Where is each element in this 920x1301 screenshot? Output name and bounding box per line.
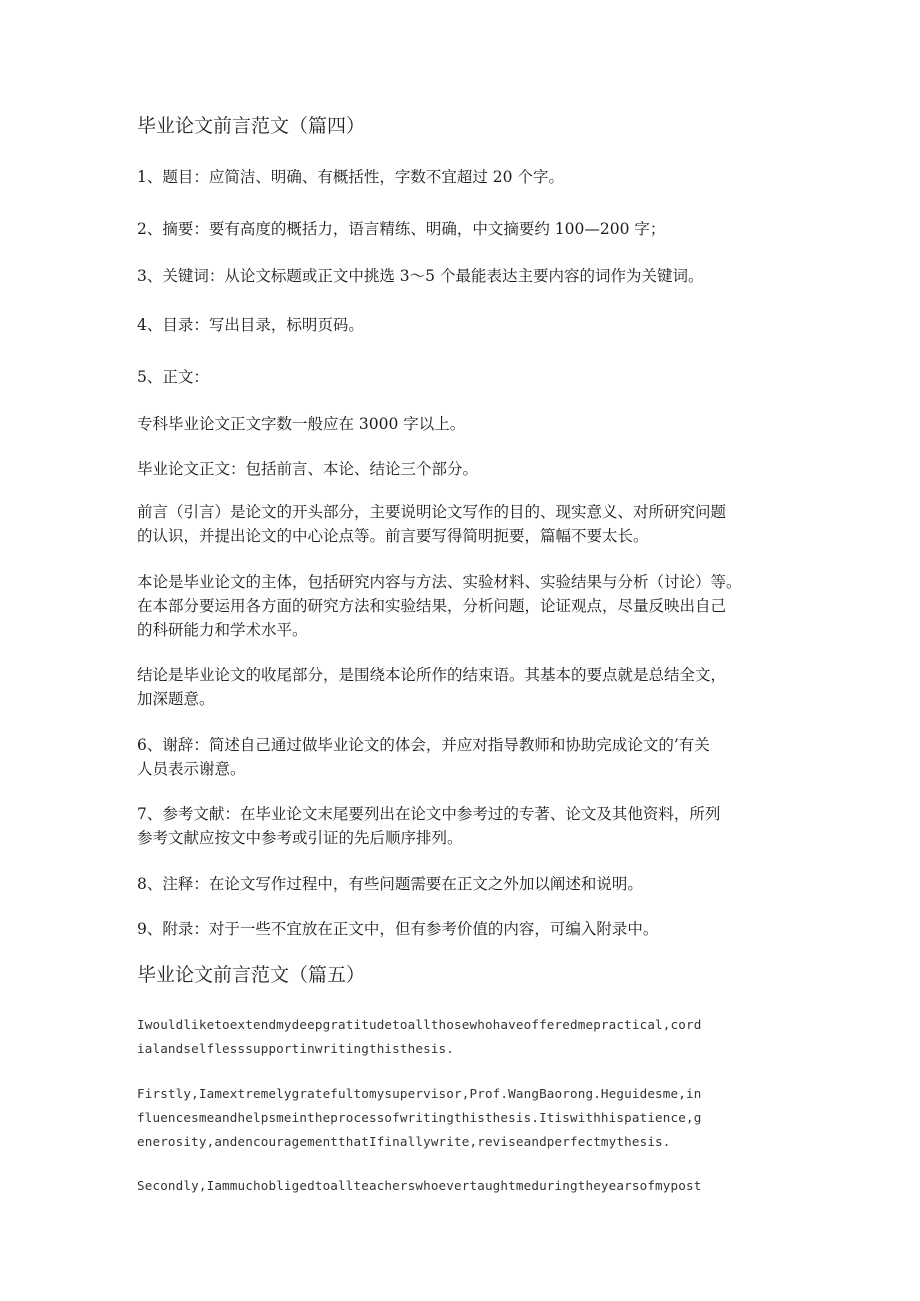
- paragraph-line: 的认识，并提出论文的中心论点等。前言要写得简明扼要，篇幅不要太长。: [137, 527, 649, 545]
- paragraph-line: Secondly,Iammuchobligedtoallteacherswhoevertaughtmeduringtheyearsofmypost: [137, 1178, 702, 1193]
- paragraph-line: 在本部分要运用各方面的研究方法和实验结果，分析问题，论证观点，尽量反映出自己: [137, 597, 727, 615]
- section-4-title: 毕业论文前言范文（篇四）: [137, 115, 366, 137]
- paragraph-line: Iwouldliketoextendmydeepgratitudetoallthosewhohaveofferedmepractical,cord: [137, 1017, 702, 1032]
- paragraph-line: 的科研能力和学术水平。: [137, 621, 308, 639]
- item-1-title-rule: 1、题目：应简洁、明确、有概括性，字数不宜超过 20 个字。: [137, 168, 564, 186]
- paragraph-line: 参考文献应按文中参考或引证的先后顺序排列。: [137, 829, 463, 847]
- body-parts-paragraph: 毕业论文正文：包括前言、本论、结论三个部分。: [137, 460, 479, 478]
- paragraph-line: Firstly,Iamextremelygratefultomysupervisor,Prof.WangBaorong.Heguidesme,in: [137, 1086, 702, 1101]
- item-4-toc-rule: 4、目录：写出目录，标明页码。: [137, 316, 364, 334]
- main-body-paragraph: [137, 570, 742, 642]
- section-5-title: 毕业论文前言范文（篇五）: [137, 964, 366, 986]
- body-word-count-paragraph: 专科毕业论文正文字数一般应在 3000 字以上。: [137, 415, 466, 433]
- paragraph-line: 人员表示谢意。: [137, 760, 246, 778]
- paragraph-line: enerosity,andencouragementthatIfinallywrite,reviseandperfectmythesis.: [137, 1134, 671, 1149]
- paragraph-line: 加深题意。: [137, 690, 215, 708]
- english-paragraph-3: [137, 1174, 701, 1198]
- item-6-acknowledgement-rule: [137, 733, 710, 781]
- paragraph-line: ialandselflesssupportinwritingthisthesis.: [137, 1041, 455, 1056]
- paragraph-line: 7、参考文献：在毕业论文末尾要列出在论文中参考过的专著、论文及其他资料，所列: [137, 805, 721, 823]
- conclusion-paragraph: [137, 663, 726, 711]
- item-5-body-heading: 5、正文：: [137, 368, 209, 386]
- paragraph-line: 本论是毕业论文的主体，包括研究内容与方法、实验材料、实验结果与分析（讨论）等。: [137, 573, 742, 591]
- paragraph-line: 结论是毕业论文的收尾部分，是围绕本论所作的结束语。其基本的要点就是总结全文，: [137, 666, 727, 684]
- paragraph-line: 前言（引言）是论文的开头部分，主要说明论文写作的目的、现实意义、对所研究问题: [137, 503, 727, 521]
- item-9-appendix-rule: 9、附录：对于一些不宜放在正文中，但有参考价值的内容，可编入附录中。: [137, 920, 659, 938]
- foreword-paragraph: [137, 500, 726, 548]
- item-7-references-rule: [137, 802, 720, 850]
- item-8-notes-rule: 8、注释：在论文写作过程中，有些问题需要在正文之外加以阐述和说明。: [137, 875, 643, 893]
- english-paragraph-1: [137, 1013, 701, 1061]
- english-paragraph-2: [137, 1082, 701, 1154]
- paragraph-line: 6、谢辞：简述自己通过做毕业论文的体会，并应对指导教师和协助完成论文的’有关: [137, 736, 710, 754]
- item-2-abstract-rule: 2、摘要：要有高度的概括力，语言精练、明确，中文摘要约 100—200 字；: [137, 220, 666, 238]
- paragraph-line: fluencesmeandhelpsmeintheprocessofwritingthisthesis.Itiswithhispatience,g: [137, 1110, 702, 1125]
- item-3-keywords-rule: 3、关键词：从论文标题或正文中挑选 3～5 个最能表达主要内容的词作为关键词。: [137, 267, 704, 285]
